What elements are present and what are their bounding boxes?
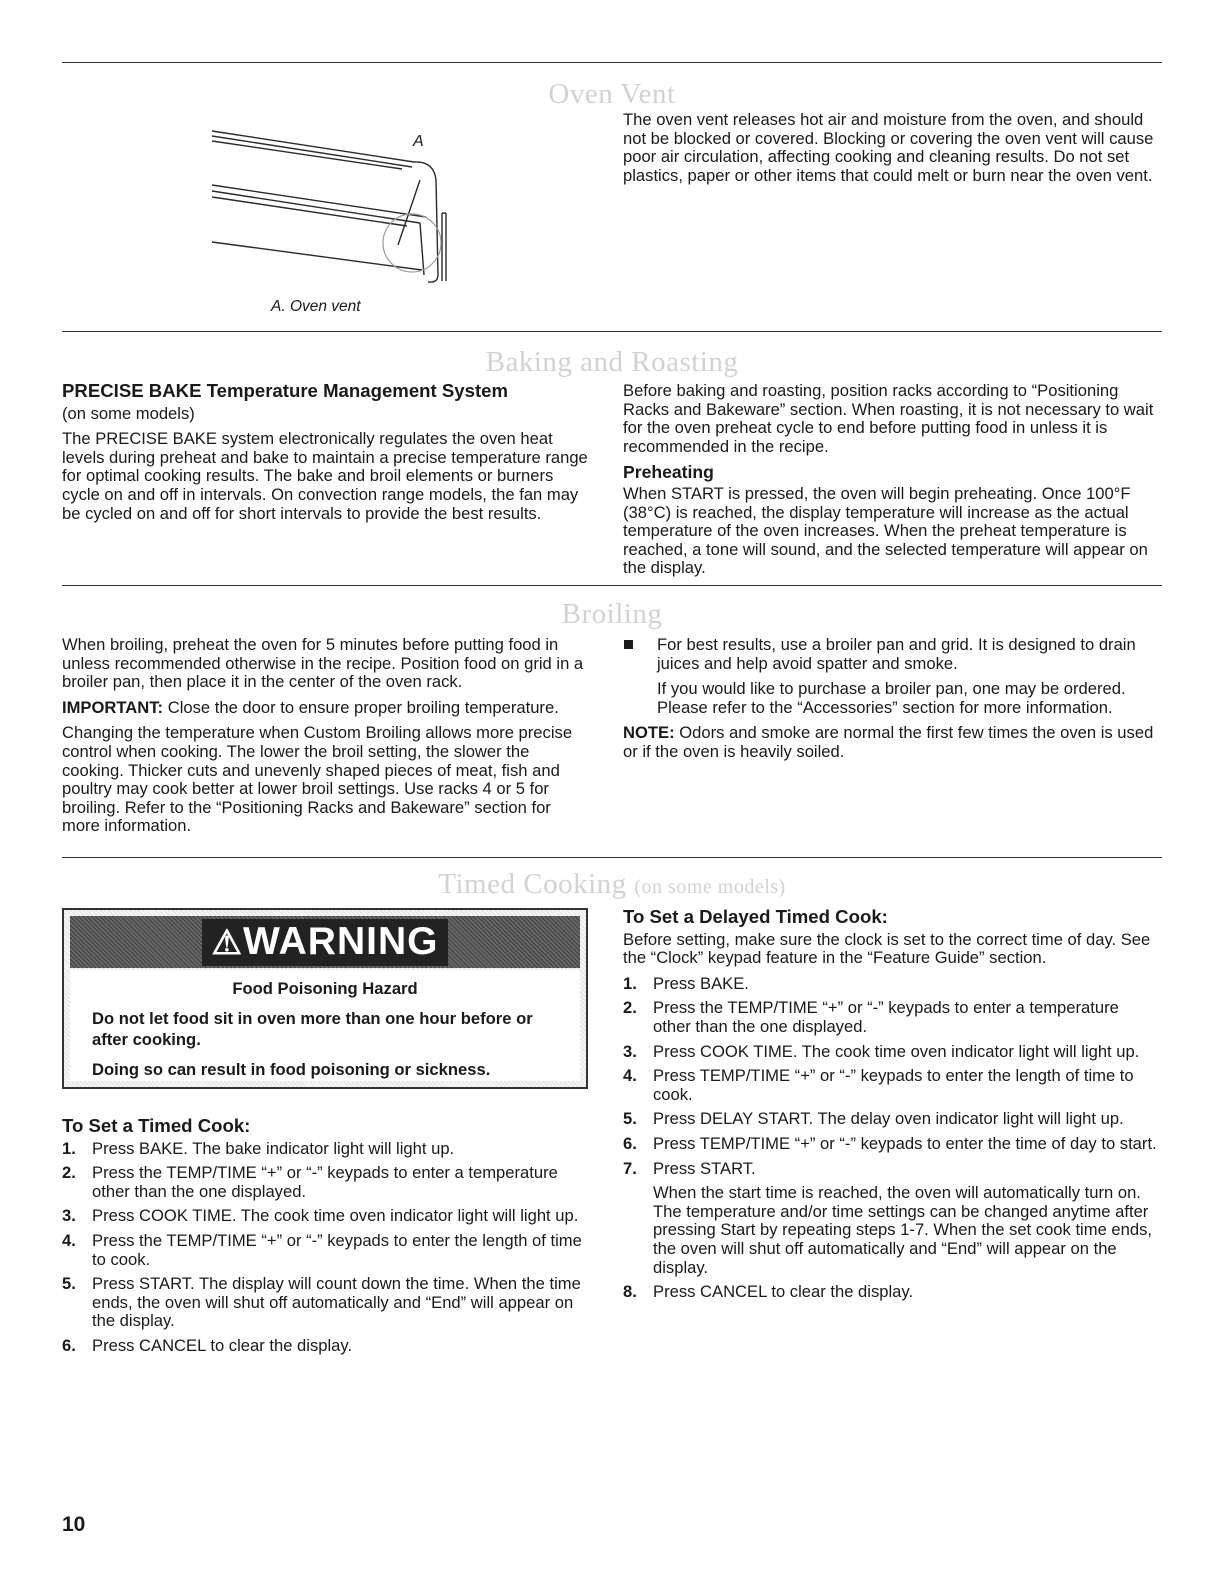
precise-bake-note: (on some models): [62, 403, 195, 423]
list-item: [62, 1164, 592, 1201]
step-number: 6.: [623, 1133, 637, 1153]
step-number: 1.: [62, 1138, 76, 1158]
list-item: [623, 975, 1158, 994]
page-number: 10: [62, 1513, 86, 1536]
step-number: 8.: [623, 1282, 637, 1302]
broiling-right-column: [623, 636, 1158, 769]
broiling-paragraph: Changing the temperature when Custom Broiling allows more precise control when cooking. The lower the broil setting, the slower the cooking. Thicker cuts and unevenly shaped pieces of meat, fish and poultry may cook better at lower broil settings. Use racks 4 or 5 for broiling. Refer to the “Positioning Racks and Bakeware” section for more information.: [62, 723, 573, 836]
section-title-baking: Baking and Roasting: [485, 346, 739, 378]
step-number: 4.: [623, 1066, 637, 1086]
section-title-timed-cooking: [62, 868, 1162, 901]
preheating-paragraph: When START is pressed, the oven will begin preheating. Once 100°F (38°C) is reached, the display temperature will increase as the actual temperature of the oven increases. When the preheat temperature is reached, a tone will sound, and the selected temperature will appear on the display.: [623, 483, 1148, 578]
list-item: [62, 1232, 592, 1269]
list-item: [623, 999, 1158, 1036]
step-text: Press the TEMP/TIME “+” or “-” keypads to enter a temperature other than the one displayed.: [92, 1163, 558, 1201]
step-text: Press START.: [653, 1158, 756, 1178]
step-text: Press START. The display will count down the time. When the time ends, the oven will shut off automatically and “End” will appear on the display.: [92, 1274, 581, 1331]
note-text: Odors and smoke are normal the first few times the oven is used or if the oven is heavily soiled.: [623, 723, 1154, 761]
delayed-timed-cook-heading: To Set a Delayed Timed Cook:: [623, 906, 888, 927]
list-item: [623, 1135, 1158, 1154]
step-text: Press the TEMP/TIME “+” or “-” keypads to enter the length of time to cook.: [92, 1230, 582, 1269]
section-divider: [62, 331, 1162, 332]
step-text: Press TEMP/TIME “+” or “-” keypads to enter the time of day to start.: [653, 1133, 1157, 1153]
warning-label-text: WARNING: [242, 920, 439, 963]
list-item: [623, 1283, 1158, 1302]
broiling-note: [623, 724, 1158, 761]
delayed-intro: Before setting, make sure the clock is set to the correct time of day. See the “Clock” keypad feature in the “Feature Guide” section.: [623, 929, 1151, 968]
set-timed-cook-steps: [62, 1140, 592, 1356]
timed-cook-column: [62, 1117, 592, 1362]
step-text: Press the TEMP/TIME “+” or “-” keypads to enter a temperature other than the one displayed.: [653, 998, 1119, 1036]
note-label: NOTE:: [623, 723, 675, 743]
delayed-timed-cook-steps: [623, 975, 1158, 1302]
step-number: 1.: [623, 973, 637, 993]
list-item: [62, 1207, 592, 1226]
list-item: [62, 1337, 592, 1356]
warning-label: [202, 919, 449, 966]
bullet-subparagraph: If you would like to purchase a broiler pan, one may be ordered. Please refer to the “Accessories” section for more information.: [657, 679, 1126, 717]
step-number: 2.: [623, 998, 637, 1018]
step-subparagraph: When the start time is reached, the oven will automatically turn on. The temperature and/or time settings can be changed anytime after pressing Start by repeating steps 1-7. When the set cook time ends, the oven will shut off automatically and “End” will appear on the display.: [653, 1183, 1152, 1277]
step-number: 3.: [62, 1206, 76, 1226]
step-text: Press BAKE.: [653, 973, 749, 993]
section-title-suffix: (on some models): [634, 876, 786, 898]
delayed-cook-column: [623, 908, 1158, 1308]
step-number: 5.: [62, 1274, 76, 1294]
section-divider: [62, 62, 1162, 63]
section-title-oven-vent: Oven Vent: [548, 78, 676, 110]
warning-header: [70, 916, 580, 968]
broiling-left-column: [62, 636, 590, 843]
figure-caption: A. Oven vent: [271, 298, 361, 315]
step-number: 7.: [623, 1158, 637, 1178]
warning-hazard-title: Food Poisoning Hazard: [232, 979, 418, 998]
warning-triangle-icon: ⚠: [211, 924, 243, 962]
step-text: Press BAKE. The bake indicator light will light up.: [92, 1138, 455, 1158]
set-timed-cook-heading: To Set a Timed Cook:: [62, 1115, 251, 1136]
broiling-paragraph: When broiling, preheat the oven for 5 minutes before putting food in unless recommended otherwise in the recipe. Position food on grid in a broiler pan, then place it in the center of the oven rack.: [62, 635, 584, 692]
step-number: 3.: [623, 1041, 637, 1061]
baking-paragraph: Before baking and roasting, position racks according to “Positioning Racks and Bakeware” section. When roasting, it is not necessary to wait for the oven preheat cycle to end before putting food in unless it is recommended in the recipe.: [623, 381, 1154, 456]
step-number: 6.: [62, 1335, 76, 1355]
list-item: [62, 1275, 592, 1331]
baking-right-column: [623, 382, 1158, 585]
warning-line: Do not let food sit in oven more than one hour before or after cooking.: [92, 1009, 533, 1049]
bullet-icon: [624, 640, 633, 649]
precise-bake-paragraph: The PRECISE BAKE system electronically regulates the oven heat levels during preheat and bake to maintain a precise temperature range for optimal cooking results. The bake and broil elements or burners cycle on and off in intervals. On convection range models, the fan may be cycled on and off for short intervals to provide the best results.: [62, 429, 588, 523]
step-text: Press CANCEL to clear the display.: [653, 1282, 914, 1302]
step-text: Press TEMP/TIME “+” or “-” keypads to enter the length of time to cook.: [653, 1066, 1134, 1104]
section-title-broiling: Broiling: [561, 598, 663, 630]
manual-page: [62, 0, 1162, 1585]
list-item: [623, 1160, 1158, 1278]
bullet-text: For best results, use a broiler pan and grid. It is designed to drain juices and help avoid spatter and smoke.: [657, 635, 1136, 673]
important-label: IMPORTANT:: [62, 697, 164, 717]
list-item: [623, 1043, 1158, 1062]
baking-left-column: [62, 382, 592, 530]
step-number: 5.: [623, 1109, 637, 1129]
step-text: Press DELAY START. The delay oven indicator light will light up.: [653, 1109, 1124, 1129]
list-item: [623, 1067, 1158, 1104]
preheating-heading: Preheating: [623, 462, 714, 483]
warning-box: [62, 908, 588, 1089]
section-title-text: Timed Cooking: [438, 868, 627, 900]
list-item: [623, 1110, 1158, 1129]
warning-line: Doing so can result in food poisoning or sickness.: [92, 1060, 491, 1079]
broiling-important: [62, 699, 590, 718]
list-item: [62, 1140, 592, 1159]
step-number: 2.: [62, 1163, 76, 1183]
section-divider: [62, 585, 1162, 586]
step-text: Press COOK TIME. The cook time oven indicator light will light up.: [92, 1206, 579, 1226]
section-divider: [62, 857, 1162, 858]
list-item: [623, 636, 1158, 673]
figure-callout-label: A: [413, 133, 424, 150]
step-number: 4.: [62, 1230, 76, 1250]
important-text: Close the door to ensure proper broiling temperature.: [163, 697, 559, 717]
oven-vent-text: [623, 111, 1158, 192]
step-text: Press COOK TIME. The cook time oven indicator light will light up.: [653, 1041, 1140, 1061]
precise-bake-heading: PRECISE BAKE Temperature Management System: [62, 380, 509, 401]
warning-body: [70, 970, 580, 1081]
oven-vent-paragraph: The oven vent releases hot air and moisture from the oven, and should not be blocked or covered. Blocking or covering the oven vent will cause poor air circulation, affecting cooking and cleaning results. Do not set plastics, paper or other items that could melt or burn near the oven vent.: [623, 110, 1154, 185]
step-text: Press CANCEL to clear the display.: [92, 1335, 353, 1355]
